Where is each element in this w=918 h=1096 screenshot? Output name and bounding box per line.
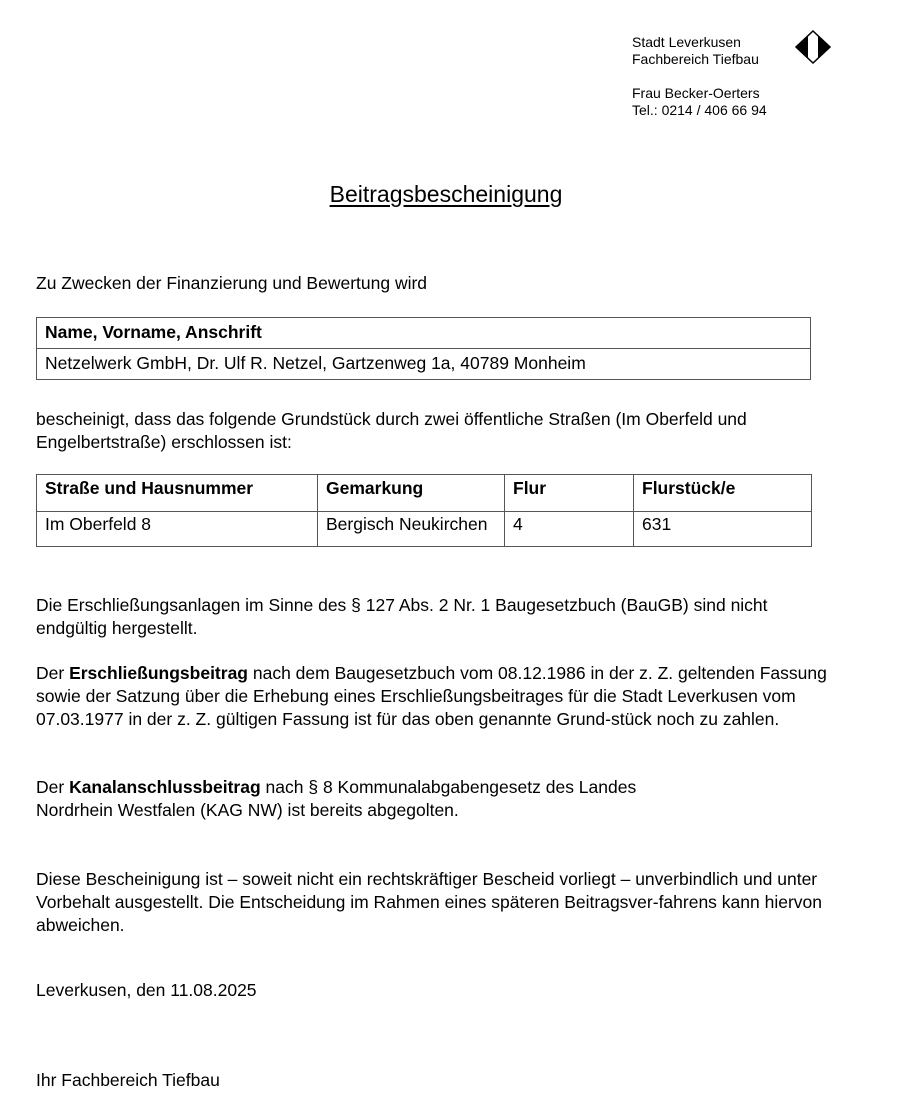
intro-text: Zu Zwecken der Finanzierung und Bewertung wird (36, 273, 428, 293)
disclaimer-paragraph: Diese Bescheinigung ist – soweit nicht ein rechtskräftiger Bescheid vorliegt – unverbindlich und unter Vorbehalt ausgestellt. Die Entscheidung im Rahmen eines späteren Beitragsver-fahrens kann hiervon abweichen. (36, 869, 823, 935)
sewer-paragraph (36, 776, 866, 822)
column-header: Flurstück/e (634, 475, 812, 512)
city-logo-icon (794, 30, 832, 64)
sewer-term: Kanalanschlussbeitrag (69, 777, 261, 797)
table-header-row (37, 475, 812, 512)
sender-block (632, 34, 767, 119)
facilities-paragraph: Die Erschließungsanlagen im Sinne des § 127 Abs. 2 Nr. 1 Baugesetzbuch (BauGB) sind nicht endgültig hergestellt. (36, 595, 768, 638)
contact-phone: Tel.: 0214 / 406 66 94 (632, 102, 767, 118)
street-cell: Im Oberfeld 8 (37, 512, 318, 547)
development-prefix: Der (36, 663, 70, 683)
sewer-rest-line1: nach § 8 Kommunalabgabengesetz des Landes (260, 777, 637, 797)
development-paragraph (36, 662, 868, 731)
flur-cell: 4 (505, 512, 634, 547)
column-header: Gemarkung (318, 475, 505, 512)
column-header: Straße und Hausnummer (37, 475, 318, 512)
table-row (37, 512, 812, 547)
place-date: Leverkusen, den 11.08.2025 (36, 980, 257, 1000)
document-title: Beitragsbescheinigung (329, 181, 563, 207)
sender-city: Stadt Leverkusen (632, 34, 741, 50)
sewer-prefix: Der (36, 777, 70, 797)
owner-header: Name, Vorname, Anschrift (37, 318, 811, 349)
statement-text: bescheinigt, dass das folgende Grundstück durch zwei öffentliche Straßen (Im Oberfeld und Engelbertstraße) erschlossen ist: (36, 409, 747, 452)
district-cell: Bergisch Neukirchen (318, 512, 505, 547)
development-term: Erschließungsbeitrag (69, 663, 248, 683)
sender-department: Fachbereich Tiefbau (632, 51, 759, 67)
sewer-rest-line2: Nordrhein Westfalen (KAG NW) ist bereits abgegolten. (36, 800, 459, 820)
owner-value: Netzelwerk GmbH, Dr. Ulf R. Netzel, Gartzenweg 1a, 40789 Monheim (37, 349, 811, 380)
owner-table (36, 317, 811, 380)
development-rest: nach dem Baugesetzbuch vom 08.12.1986 in der z. Z. geltenden Fassung sowie der Satzung über die Erhebung eines Erschließungsbeitrages für die Stadt Leverkusen vom 07.03.1977 in der z. Z. gültigen Fassung ist für das oben genannte Grund-stück noch zu zahlen. (36, 663, 827, 729)
contact-name: Frau Becker-Oerters (632, 85, 760, 101)
parcel-table (36, 474, 812, 547)
signature: Ihr Fachbereich Tiefbau (36, 1070, 220, 1090)
parcel-cell: 631 (634, 512, 812, 547)
column-header: Flur (505, 475, 634, 512)
